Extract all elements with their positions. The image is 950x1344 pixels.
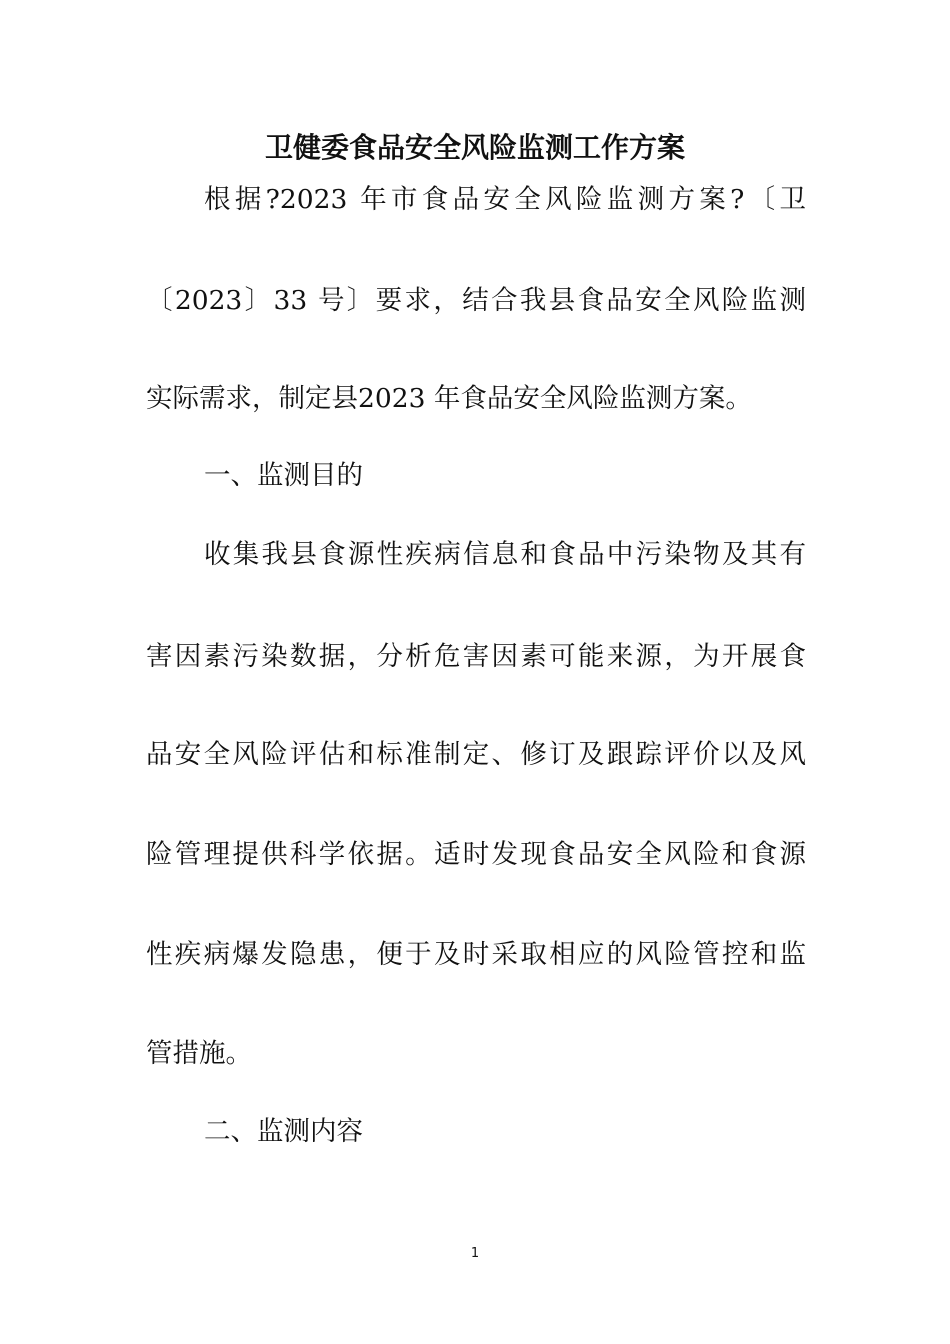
purpose-line-6: 管措施。 [146,1038,252,1069]
page-number: 1 [470,1246,480,1261]
purpose-line-1: 收集我县食源性疾病信息和食品中污染物及其有 [204,539,806,570]
section-heading-purpose: 一、监测目的 [204,460,363,491]
section-heading-content: 二、监测内容 [204,1116,363,1147]
purpose-line-2: 害因素污染数据，分析危害因素可能来源，为开展食 [146,641,806,672]
intro-line-2: 〔2023〕33 号〕要求，结合我县食品安全风险监测 [146,285,806,316]
purpose-line-4: 险管理提供科学依据。适时发现食品安全风险和食源 [146,839,806,870]
document-title: 卫健委食品安全风险监测工作方案 [264,131,685,164]
intro-line-3: 实际需求，制定县2023 年食品安全风险监测方案。 [146,383,752,414]
purpose-line-3: 品安全风险评估和标准制定、修订及跟踪评价以及风 [146,739,806,770]
intro-line-1: 根据?2023 年市食品安全风险监测方案?〔卫 [204,184,806,215]
purpose-line-5: 性疾病爆发隐患，便于及时采取相应的风险管控和监 [146,939,806,970]
